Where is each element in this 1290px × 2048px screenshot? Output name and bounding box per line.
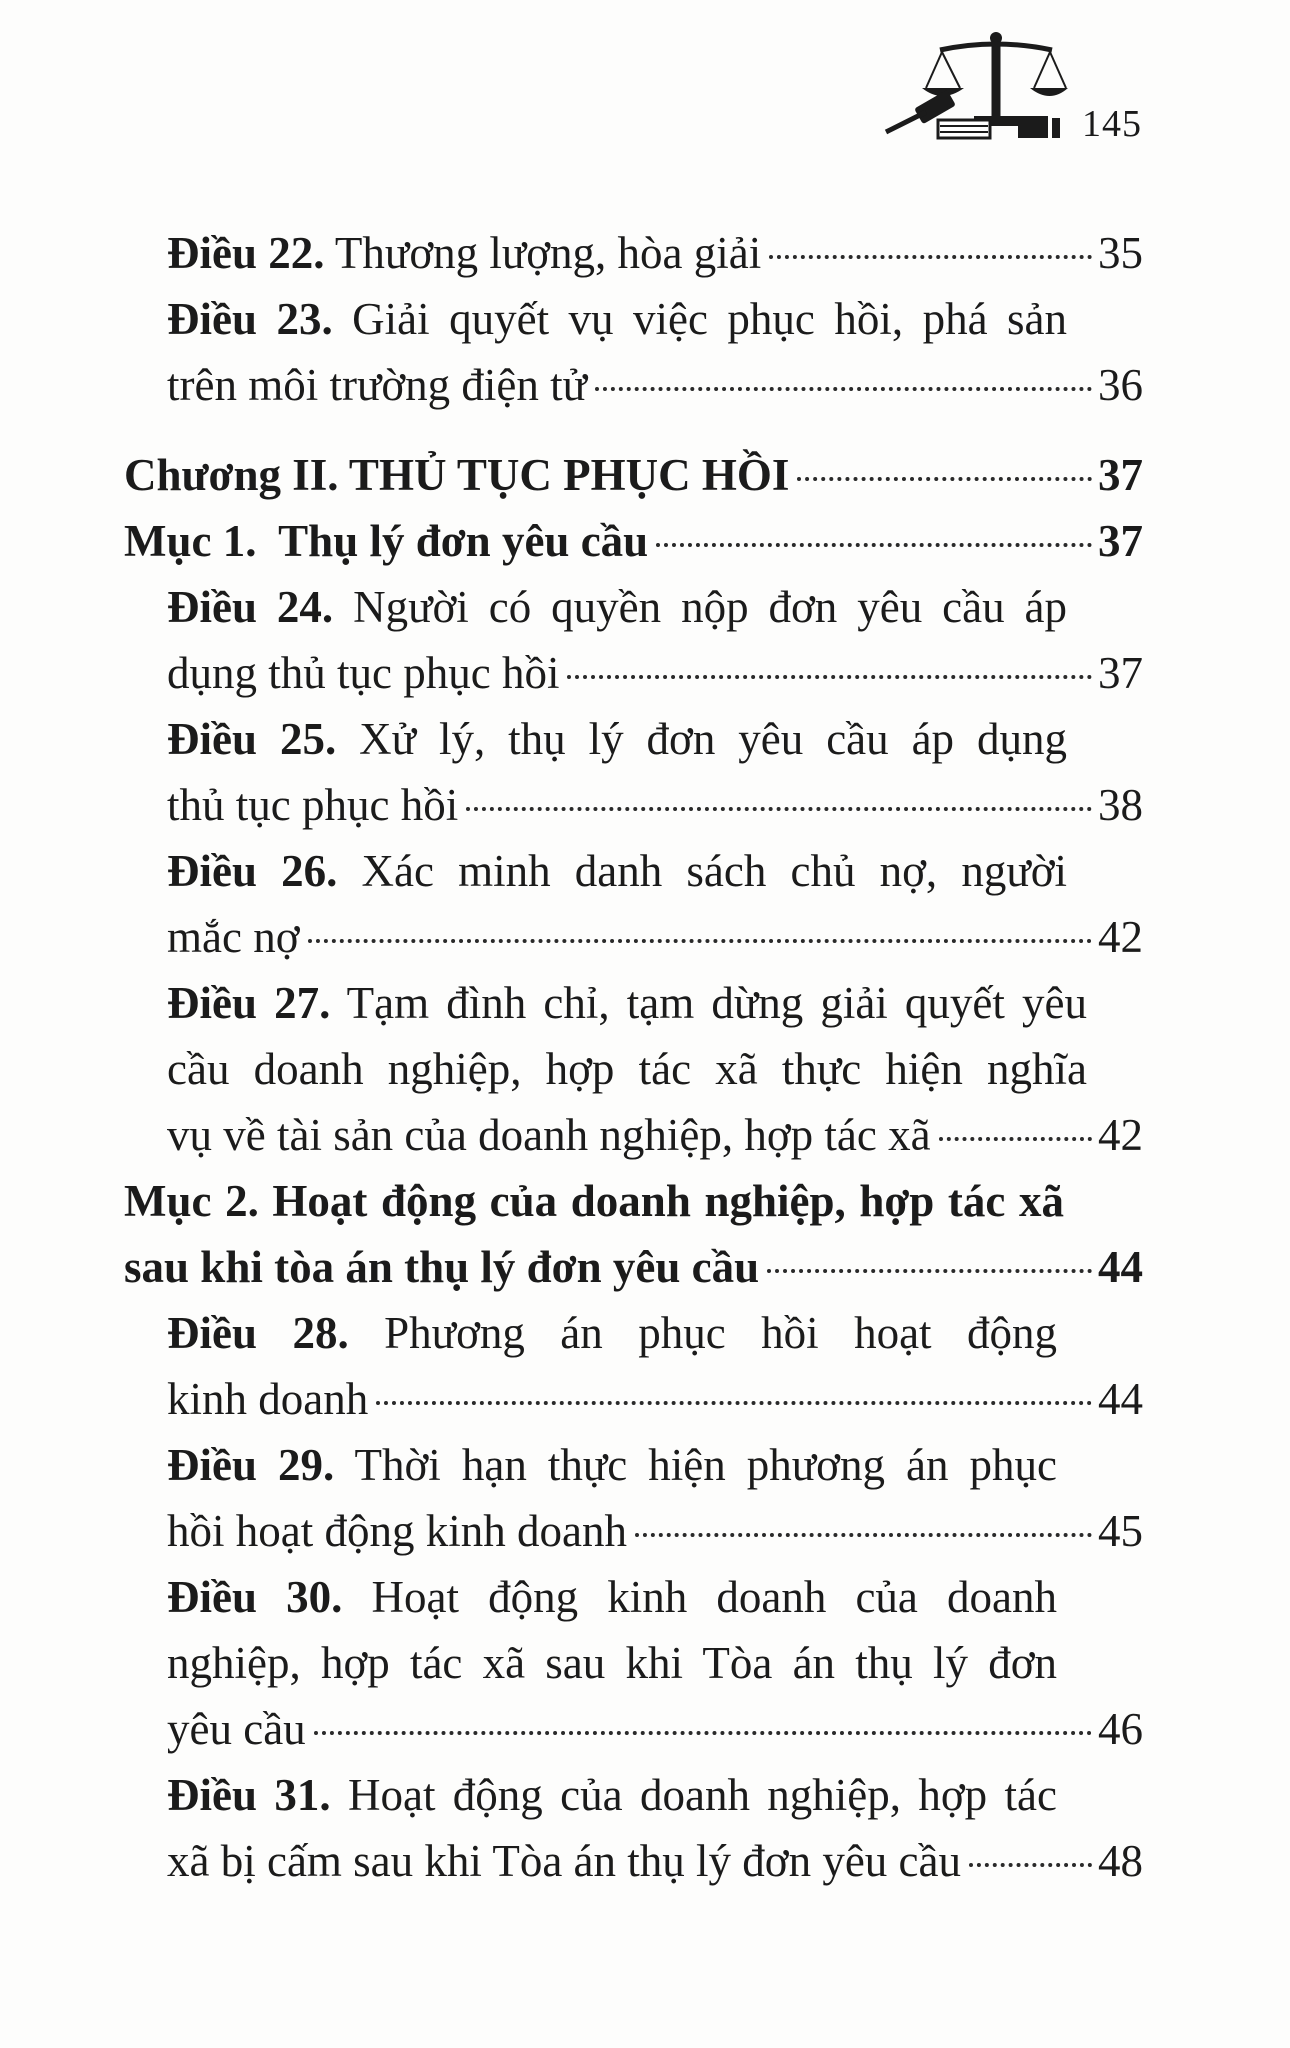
toc-entry-dieu-22[interactable]: Điều 22. Thương lượng, hòa giải 35: [167, 222, 1143, 284]
page-number: 145: [1082, 103, 1142, 145]
toc-page-number: 36: [1098, 360, 1143, 410]
toc-entry-dieu-30-cont[interactable]: nghiệp, hợp tác xã sau khi Tòa án thụ lý đơn: [167, 1638, 1057, 1688]
toc-entry-dieu-30-cont2[interactable]: yêu cầu 46: [167, 1698, 1143, 1760]
toc-page-number: 38: [1098, 780, 1143, 830]
toc-entry-dieu-29[interactable]: Điều 29. Thời hạn thực hiện phương án phục: [167, 1440, 1058, 1490]
dot-leader: [969, 1863, 1092, 1867]
toc-entry-dieu-24[interactable]: Điều 24. Người có quyền nộp đơn yêu cầu áp: [167, 582, 1067, 632]
toc-entry-dieu-28[interactable]: Điều 28. Phương án phục hồi hoạt động: [167, 1308, 1058, 1358]
toc-entry-dieu-25[interactable]: Điều 25. Xử lý, thụ lý đơn yêu cầu áp dụng: [167, 714, 1068, 764]
toc-entry-muc-2[interactable]: Mục 2. Hoạt động của doanh nghiệp, hợp tác xã: [124, 1176, 1064, 1226]
toc-entry-dieu-30[interactable]: Điều 30. Hoạt động kinh doanh của doanh: [167, 1572, 1057, 1622]
toc-page-number: 42: [1098, 1110, 1143, 1160]
dot-leader: [939, 1137, 1092, 1141]
page-header: [870, 30, 1150, 150]
toc-page-number: 42: [1098, 912, 1143, 962]
dot-leader: [769, 255, 1092, 259]
dot-leader: [767, 1269, 1092, 1273]
toc-entry-dieu-29-cont[interactable]: hồi hoạt động kinh doanh 45: [167, 1500, 1143, 1562]
toc-entry-muc-2-cont[interactable]: sau khi tòa án thụ lý đơn yêu cầu 44: [124, 1236, 1143, 1298]
toc-entry-muc-1[interactable]: Mục 1. Thụ lý đơn yêu cầu 37: [124, 510, 1143, 572]
toc-entry-dieu-31-cont[interactable]: xã bị cấm sau khi Tòa án thụ lý đơn yêu cầu 48: [167, 1830, 1143, 1892]
dot-leader: [595, 387, 1092, 391]
toc-entry-dieu-31[interactable]: Điều 31. Hoạt động của doanh nghiệp, hợp tác: [167, 1770, 1057, 1820]
toc-page-number: 35: [1098, 228, 1143, 278]
toc-entry-dieu-23[interactable]: Điều 23. Giải quyết vụ việc phục hồi, phá sản: [167, 294, 1067, 344]
toc-entry-dieu-26[interactable]: Điều 26. Xác minh danh sách chủ nợ, người: [167, 846, 1068, 896]
dot-leader: [635, 1533, 1092, 1537]
dot-leader: [308, 939, 1093, 943]
toc-page-number: 44: [1098, 1374, 1143, 1424]
toc-entry-dieu-27-cont[interactable]: cầu doanh nghiệp, hợp tác xã thực hiện nghĩa: [167, 1044, 1087, 1094]
scales-of-justice-and-gavel-icon: [878, 30, 1068, 145]
toc-entry-dieu-27[interactable]: Điều 27. Tạm đình chỉ, tạm dừng giải quyết yêu: [167, 978, 1087, 1028]
dot-leader: [376, 1401, 1092, 1405]
dot-leader: [797, 477, 1092, 481]
toc-entry-dieu-24-cont[interactable]: dụng thủ tục phục hồi 37: [167, 642, 1143, 704]
toc-page-number: 45: [1098, 1506, 1143, 1556]
dot-leader: [567, 675, 1092, 679]
toc-page-number: 37: [1098, 450, 1143, 500]
toc-page-number: 48: [1098, 1836, 1143, 1886]
toc-entry-dieu-25-cont[interactable]: thủ tục phục hồi 38: [167, 774, 1143, 836]
toc-page-number: 37: [1098, 648, 1143, 698]
toc-page-number: 44: [1098, 1242, 1143, 1292]
toc-entry-dieu-23-cont[interactable]: trên môi trường điện tử 36: [167, 354, 1143, 416]
toc-page-number: 37: [1098, 516, 1143, 566]
toc-entry-dieu-28-cont[interactable]: kinh doanh 44: [167, 1368, 1143, 1430]
toc-entry-dieu-26-cont[interactable]: mắc nợ 42: [167, 906, 1143, 968]
dot-leader: [656, 543, 1092, 547]
toc-page-number: 46: [1098, 1704, 1143, 1754]
dot-leader: [314, 1731, 1092, 1735]
dot-leader: [466, 807, 1092, 811]
toc-entry-chuong-2[interactable]: Chương II. THỦ TỤC PHỤC HỒI 37: [124, 444, 1143, 506]
toc-entry-dieu-27-cont2[interactable]: vụ về tài sản của doanh nghiệp, hợp tác xã 42: [167, 1104, 1143, 1166]
